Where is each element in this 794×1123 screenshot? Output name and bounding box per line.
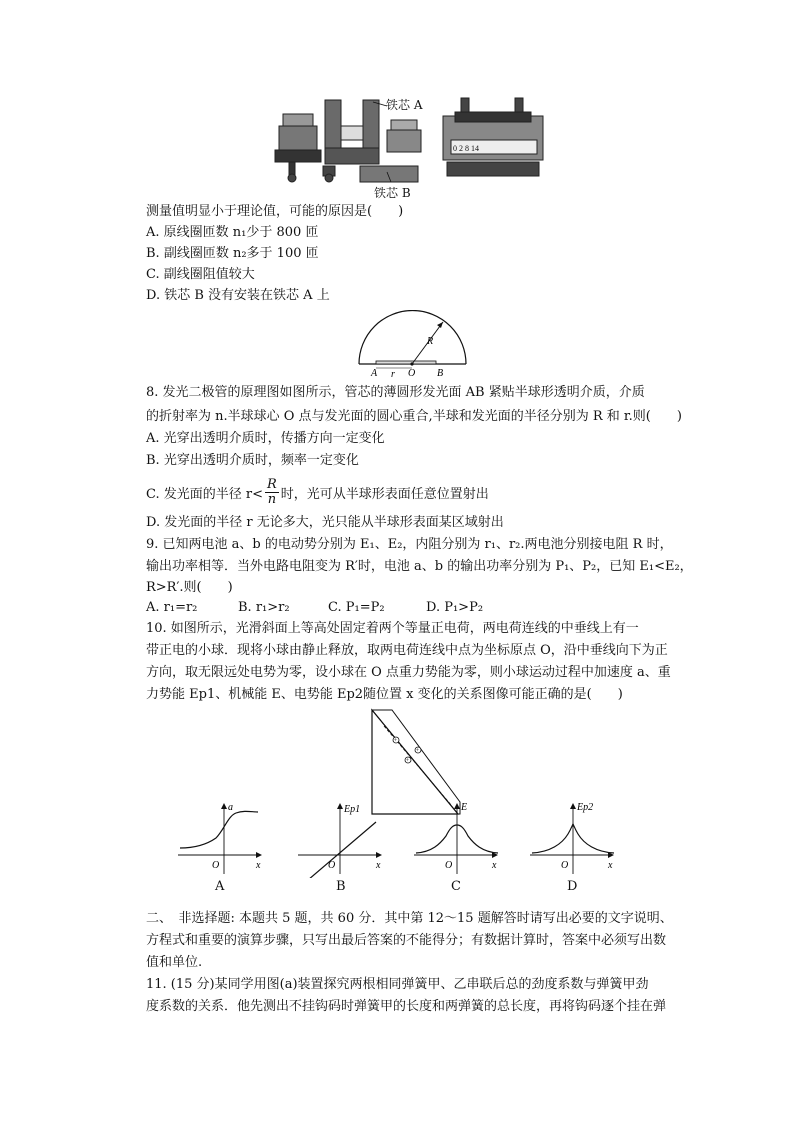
charge-plus-2: + [415, 748, 420, 755]
q9-line3: R>R′.则( ) [146, 580, 233, 595]
fraction-denominator: n [267, 491, 277, 507]
section2-line3: 值和单位. [146, 955, 203, 970]
q8-line2: 的折射率为 n.半球球心 O 点与发光面的圆心重合,半球和发光面的半径分别为 R 和 r.则( ) [146, 409, 682, 424]
q7-option-b: B. 副线圈匝数 n₂多于 100 匝 [146, 246, 319, 261]
q10-line3: 方向，取无限远处电势为零，设小球在 O 点重力势能为零，则小球运动过程中加速度 a、重 [146, 665, 671, 680]
q7-option-c: C. 副线圈阻值较大 [146, 267, 255, 282]
graph-c-x-label: x [492, 860, 497, 871]
section2-line1: 二、 非选择题: 本题共 5 题，共 60 分．其中第 12～15 题解答时请写出必要的文字说明、 [146, 911, 673, 926]
scale-marks: 0 2 8 14 [453, 144, 479, 153]
graph-b-y-label: Ep1 [344, 804, 361, 815]
charge-plus-1: + [393, 738, 398, 745]
graph-d [528, 800, 618, 878]
graph-d-y-label: Ep2 [577, 802, 594, 813]
q9-option-d: D. P₁>P₂ [426, 600, 484, 615]
q8-line1: 8. 发光二极管的原理图如图所示，管芯的薄圆形发光面 AB 紧贴半球形透明介质，介质 [146, 385, 645, 400]
q8-option-c-suffix: 时，光可从半球形表面任意位置射出 [280, 486, 489, 502]
q8-option-d: D. 发光面的半径 r 无论多大，光只能从半球形表面某区域射出 [146, 515, 504, 530]
graph-c-caption: C [451, 879, 461, 894]
iron-core-b-label: 铁芯 B [374, 186, 411, 200]
radius-label: R [427, 336, 434, 347]
q7-stem: 测量值明显小于理论值，可能的原因是( ) [146, 204, 404, 219]
q10-line1: 10. 如图所示，光滑斜面上等高处固定着两个等量正电荷，两电荷连线的中垂线上有一 [146, 621, 639, 636]
section2-line2: 方程式和重要的演算步骤，只写出最后答案的不能得分；有数据计算时，答案中必须写出数 [146, 933, 667, 948]
graph-d-origin: O [561, 860, 569, 871]
graph-d-caption: D [567, 879, 578, 894]
ball-plus: + [405, 758, 410, 765]
graph-a-x-label: x [256, 860, 261, 871]
point-o-label: O [408, 368, 416, 378]
q8-option-c-prefix: C. 发光面的半径 r< [146, 486, 263, 502]
graph-b-origin: O [328, 860, 336, 871]
graph-a-y-label: a [228, 802, 233, 813]
graph-c-origin: O [445, 860, 453, 871]
graph-a-caption: A [215, 879, 225, 894]
q9-option-b: B. r₁>r₂ [238, 600, 290, 615]
q9-line1: 9. 已知两电池 a、b 的电动势分别为 E₁、E₂，内阻分别为 r₁、r₂.两电池分别接电阻 R 时， [146, 537, 673, 552]
iron-core-a-label: 铁芯 A [386, 98, 423, 112]
graph-a [176, 800, 266, 878]
q9-line2: 输出功率相等．当外电路电阻变为 R′时，电池 a、b 的输出功率分别为 P₁、P₂，已知 E₁<E₂， [146, 559, 693, 574]
graph-c-y-label: E [461, 802, 468, 813]
q9-option-c: C. P₁=P₂ [328, 600, 385, 615]
q8-option-b: B. 光穿出透明介质时，频率一定变化 [146, 453, 359, 468]
q10-line4: 力势能 Ep1、机械能 E、电势能 Ep2随位置 x 变化的关系图像可能正确的是( ) [146, 687, 623, 702]
graph-c [412, 800, 502, 878]
point-a-label: A [371, 368, 378, 378]
q9-option-a: A. r₁=r₂ [146, 600, 198, 615]
graph-b-x-label: x [376, 860, 381, 871]
semicircle-diagram [355, 310, 470, 378]
q11-line1: 11. (15 分)某同学用图(a)装置探究两根相同弹簧甲、乙串联后总的劲度系数与弹簧甲劲 [146, 977, 649, 992]
q8-option-a: A. 光穿出透明介质时，传播方向一定变化 [146, 431, 385, 446]
point-b-label: B [437, 368, 444, 378]
graph-d-x-label: x [608, 860, 613, 871]
q11-line2: 度系数的关系．他先测出不挂钩码时弹簧甲的长度和两弹簧的总长度，再将钩码逐个挂在弹 [146, 999, 667, 1014]
graph-b [296, 800, 386, 878]
q7-option-a: A. 原线圈匝数 n₁少于 800 匝 [146, 225, 319, 240]
q8-option-c [146, 472, 489, 512]
fraction-r-over-n [265, 478, 279, 507]
q7-option-d: D. 铁芯 B 没有安装在铁芯 A 上 [146, 288, 330, 303]
graph-b-caption: B [336, 879, 346, 894]
fraction-numerator: R [267, 476, 277, 492]
graph-a-origin: O [212, 860, 220, 871]
q10-line2: 带正电的小球．现将小球由静止释放，取两电荷连线中点为坐标原点 O，沿中垂线向下为正 [146, 643, 668, 658]
small-r-label: r [391, 369, 395, 378]
